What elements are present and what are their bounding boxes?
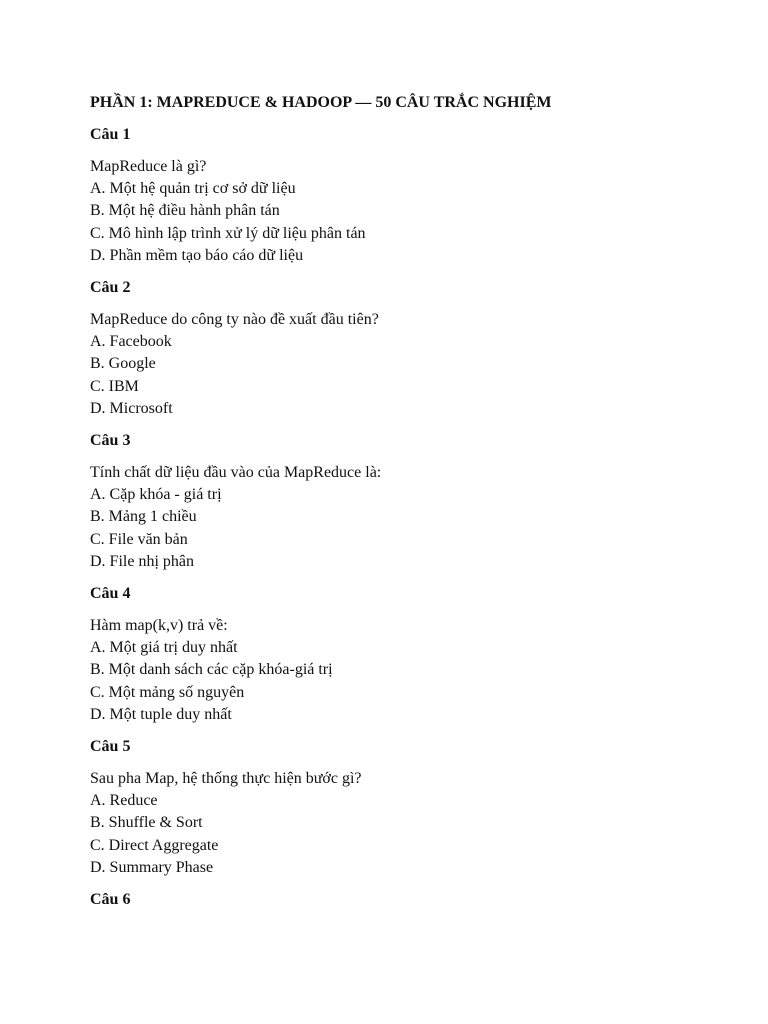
answer-options — [90, 331, 730, 420]
document-title: PHẦN 1: MAPREDUCE & HADOOP — 50 CÂU TRẮC NGHIỆM — [90, 94, 552, 111]
answer-option-d: D. Một tuple duy nhất — [90, 705, 232, 723]
question-heading: Câu 1 — [90, 126, 131, 143]
answer-option-c: C. Một mảng số nguyên — [90, 683, 245, 701]
answer-option-d: D. File nhị phân — [90, 552, 194, 570]
answer-option-b: B. Mảng 1 chiều — [90, 508, 197, 526]
question-heading: Câu 3 — [90, 432, 131, 450]
document-page — [90, 92, 730, 921]
question-5 — [90, 736, 730, 879]
answer-option-c: C. Direct Aggregate — [90, 836, 219, 854]
question-text: MapReduce là gì? — [90, 158, 207, 175]
answer-option-a: A. Một hệ quản trị cơ sở dữ liệu — [90, 180, 296, 198]
answer-option-b: B. Google — [90, 355, 156, 373]
question-text: Tính chất dữ liệu đầu vào của MapReduce là: — [90, 464, 382, 482]
question-3 — [90, 430, 730, 573]
question-4 — [90, 583, 730, 726]
answer-option-d: D. Microsoft — [90, 399, 173, 417]
question-text: Hàm map(k,v) trả về: — [90, 617, 228, 635]
answer-options — [90, 484, 730, 573]
question-1 — [90, 124, 730, 267]
answer-option-c: C. File văn bản — [90, 530, 188, 548]
answer-option-b: B. Shuffle & Sort — [90, 814, 203, 832]
answer-option-b: B. Một hệ điều hành phân tán — [90, 202, 280, 220]
answer-option-c: C. Mô hình lập trình xử lý dữ liệu phân tán — [90, 224, 366, 242]
question-heading: Câu 2 — [90, 279, 131, 297]
answer-option-c: C. IBM — [90, 377, 139, 395]
answer-options — [90, 178, 730, 267]
question-heading: Câu 5 — [90, 738, 131, 756]
question-text: Sau pha Map, hệ thống thực hiện bước gì? — [90, 770, 362, 788]
question-2 — [90, 277, 730, 420]
question-6 — [90, 889, 730, 911]
answer-option-a: A. Reduce — [90, 792, 158, 810]
answer-option-a: A. Một giá trị duy nhất — [90, 639, 238, 657]
answer-options — [90, 637, 730, 726]
question-heading: Câu 4 — [90, 585, 131, 603]
answer-option-d: D. Summary Phase — [90, 858, 214, 876]
answer-option-b: B. Một danh sách các cặp khóa-giá trị — [90, 661, 333, 679]
answer-option-d: D. Phần mềm tạo báo cáo dữ liệu — [90, 246, 304, 264]
answer-option-a: A. Cặp khóa - giá trị — [90, 486, 222, 504]
question-text: MapReduce do công ty nào đề xuất đầu tiên? — [90, 311, 379, 329]
question-heading: Câu 6 — [90, 891, 131, 909]
answer-option-a: A. Facebook — [90, 333, 172, 351]
answer-options — [90, 790, 730, 879]
